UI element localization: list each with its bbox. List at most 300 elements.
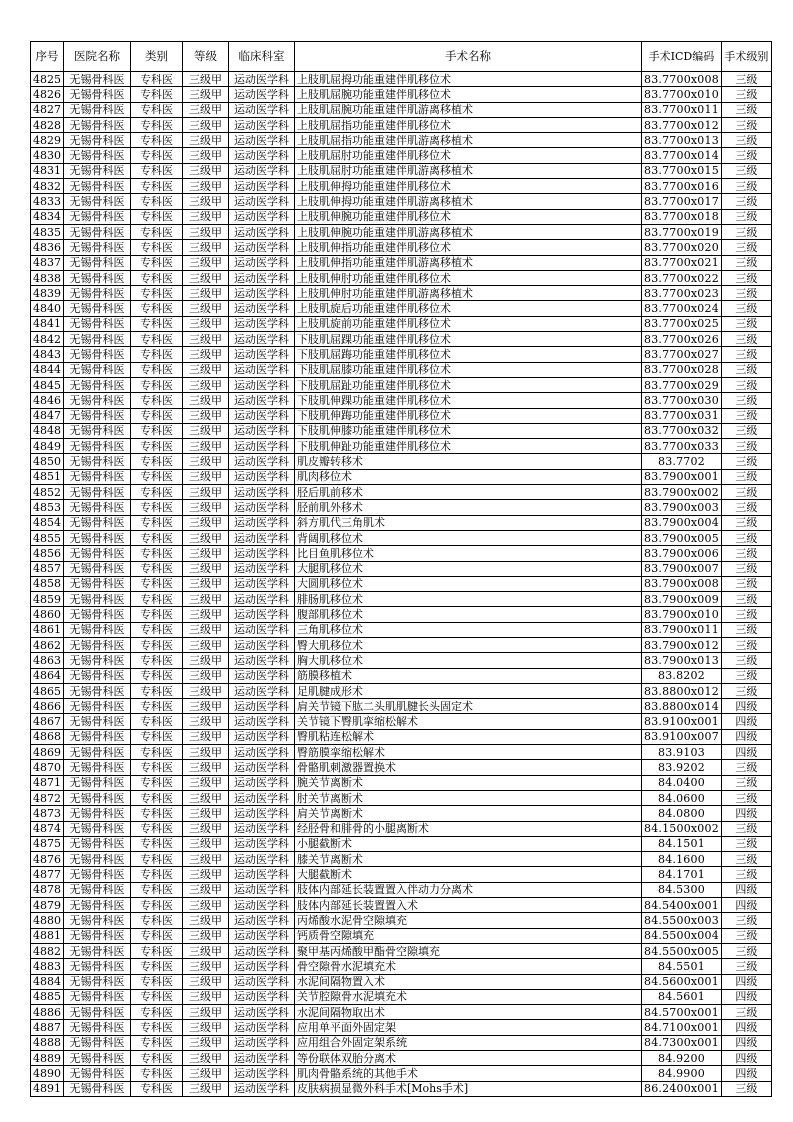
cell-icd: 83.7700x021 bbox=[642, 255, 722, 270]
cell-icd: 83.7700x010 bbox=[642, 87, 722, 102]
cell-surgery: 下肢肌屈踝功能重建伴肌移位术 bbox=[295, 332, 642, 347]
cell-dept: 运动医学科 bbox=[229, 836, 295, 851]
cell-grade: 三级甲 bbox=[183, 469, 229, 484]
cell-surgery: 下肢肌伸膝功能重建伴肌移位术 bbox=[295, 423, 642, 438]
cell-category: 专科医 bbox=[131, 179, 183, 194]
cell-icd: 83.7700x011 bbox=[642, 102, 722, 117]
cell-icd: 83.8800x012 bbox=[642, 683, 722, 698]
cell-surgery: 经胫骨和腓骨的小腿离断术 bbox=[295, 821, 642, 836]
cell-surgery: 上肢肌屈肘功能重建伴肌移位术 bbox=[295, 148, 642, 163]
table-row bbox=[31, 1005, 772, 1020]
table-row bbox=[31, 668, 772, 683]
cell-dept: 运动医学科 bbox=[229, 1035, 295, 1050]
table-row bbox=[31, 408, 772, 423]
table-body bbox=[31, 72, 772, 1097]
cell-grade: 三级甲 bbox=[183, 270, 229, 285]
cell-dept: 运动医学科 bbox=[229, 959, 295, 974]
cell-hospital: 无锡骨科医 bbox=[64, 821, 131, 836]
cell-seq: 4867 bbox=[31, 714, 64, 729]
cell-dept: 运动医学科 bbox=[229, 867, 295, 882]
cell-grade: 三级甲 bbox=[183, 179, 229, 194]
cell-icd: 83.7900x012 bbox=[642, 637, 722, 652]
cell-dept: 运动医学科 bbox=[229, 546, 295, 561]
cell-dept: 运动医学科 bbox=[229, 653, 295, 668]
cell-level: 三级 bbox=[721, 286, 771, 301]
cell-grade: 三级甲 bbox=[183, 1066, 229, 1081]
table-row bbox=[31, 255, 772, 270]
cell-surgery: 大腿肌移位术 bbox=[295, 561, 642, 576]
cell-hospital: 无锡骨科医 bbox=[64, 836, 131, 851]
cell-icd: 83.7900x010 bbox=[642, 607, 722, 622]
cell-dept: 运动医学科 bbox=[229, 87, 295, 102]
cell-level: 三级 bbox=[721, 362, 771, 377]
cell-dept: 运动医学科 bbox=[229, 668, 295, 683]
cell-hospital: 无锡骨科医 bbox=[64, 439, 131, 454]
cell-level: 三级 bbox=[721, 408, 771, 423]
cell-surgery: 小腿截断术 bbox=[295, 836, 642, 851]
cell-level: 三级 bbox=[721, 668, 771, 683]
cell-hospital: 无锡骨科医 bbox=[64, 347, 131, 362]
cell-dept: 运动医学科 bbox=[229, 133, 295, 148]
cell-grade: 三级甲 bbox=[183, 362, 229, 377]
table-row bbox=[31, 729, 772, 744]
cell-surgery: 腹部肌移位术 bbox=[295, 607, 642, 622]
cell-surgery: 足肌腱成形术 bbox=[295, 683, 642, 698]
table-row bbox=[31, 745, 772, 760]
cell-surgery: 胸大肌移位术 bbox=[295, 653, 642, 668]
cell-seq: 4845 bbox=[31, 377, 64, 392]
table-row bbox=[31, 423, 772, 438]
cell-hospital: 无锡骨科医 bbox=[64, 515, 131, 530]
cell-level: 四级 bbox=[721, 699, 771, 714]
cell-hospital: 无锡骨科医 bbox=[64, 301, 131, 316]
cell-icd: 83.7700x019 bbox=[642, 224, 722, 239]
cell-grade: 三级甲 bbox=[183, 959, 229, 974]
cell-hospital: 无锡骨科医 bbox=[64, 928, 131, 943]
cell-dept: 运动医学科 bbox=[229, 943, 295, 958]
table-row bbox=[31, 943, 772, 958]
cell-category: 专科医 bbox=[131, 806, 183, 821]
cell-surgery: 上肢肌伸腕功能重建伴肌移位术 bbox=[295, 209, 642, 224]
cell-surgery: 上肢肌伸指功能重建伴肌移位术 bbox=[295, 240, 642, 255]
cell-category: 专科医 bbox=[131, 882, 183, 897]
cell-category: 专科医 bbox=[131, 286, 183, 301]
cell-hospital: 无锡骨科医 bbox=[64, 668, 131, 683]
cell-hospital: 无锡骨科医 bbox=[64, 943, 131, 958]
cell-grade: 三级甲 bbox=[183, 653, 229, 668]
cell-icd: 84.5500x004 bbox=[642, 928, 722, 943]
cell-hospital: 无锡骨科医 bbox=[64, 959, 131, 974]
cell-grade: 三级甲 bbox=[183, 454, 229, 469]
cell-icd: 83.9103 bbox=[642, 745, 722, 760]
cell-surgery: 臀肌粘连松解术 bbox=[295, 729, 642, 744]
table-row bbox=[31, 959, 772, 974]
header-grade: 等级 bbox=[183, 42, 229, 72]
cell-hospital: 无锡骨科医 bbox=[64, 745, 131, 760]
cell-icd: 83.7700x017 bbox=[642, 194, 722, 209]
cell-level: 三级 bbox=[721, 87, 771, 102]
cell-category: 专科医 bbox=[131, 270, 183, 285]
cell-icd: 83.7900x003 bbox=[642, 500, 722, 515]
cell-hospital: 无锡骨科医 bbox=[64, 163, 131, 178]
cell-seq: 4848 bbox=[31, 423, 64, 438]
cell-grade: 三级甲 bbox=[183, 286, 229, 301]
cell-icd: 86.2400x001 bbox=[642, 1081, 722, 1096]
cell-icd: 84.9900 bbox=[642, 1066, 722, 1081]
cell-category: 专科医 bbox=[131, 133, 183, 148]
cell-surgery: 大圆肌移位术 bbox=[295, 576, 642, 591]
cell-category: 专科医 bbox=[131, 1051, 183, 1066]
cell-dept: 运动医学科 bbox=[229, 194, 295, 209]
cell-icd: 83.7900x011 bbox=[642, 622, 722, 637]
table-row bbox=[31, 760, 772, 775]
cell-level: 三级 bbox=[721, 377, 771, 392]
cell-grade: 三级甲 bbox=[183, 163, 229, 178]
cell-grade: 三级甲 bbox=[183, 377, 229, 392]
table-row bbox=[31, 286, 772, 301]
cell-hospital: 无锡骨科医 bbox=[64, 729, 131, 744]
cell-dept: 运动医学科 bbox=[229, 316, 295, 331]
cell-icd: 84.5601 bbox=[642, 989, 722, 1004]
cell-grade: 三级甲 bbox=[183, 209, 229, 224]
table-row bbox=[31, 270, 772, 285]
cell-level: 三级 bbox=[721, 240, 771, 255]
cell-surgery: 等份联体双胎分离术 bbox=[295, 1051, 642, 1066]
cell-category: 专科医 bbox=[131, 821, 183, 836]
cell-icd: 83.7700x031 bbox=[642, 408, 722, 423]
cell-grade: 三级甲 bbox=[183, 928, 229, 943]
table-row bbox=[31, 1066, 772, 1081]
cell-category: 专科医 bbox=[131, 255, 183, 270]
cell-level: 三级 bbox=[721, 347, 771, 362]
cell-icd: 84.0400 bbox=[642, 775, 722, 790]
cell-grade: 三级甲 bbox=[183, 699, 229, 714]
table-row bbox=[31, 209, 772, 224]
cell-dept: 运动医学科 bbox=[229, 530, 295, 545]
cell-surgery: 上肢肌屈拇功能重建伴肌移位术 bbox=[295, 72, 642, 87]
cell-dept: 运动医学科 bbox=[229, 301, 295, 316]
table-row bbox=[31, 102, 772, 117]
cell-dept: 运动医学科 bbox=[229, 163, 295, 178]
cell-icd: 83.7702 bbox=[642, 454, 722, 469]
cell-level: 三级 bbox=[721, 607, 771, 622]
cell-level: 三级 bbox=[721, 117, 771, 132]
cell-seq: 4872 bbox=[31, 790, 64, 805]
cell-surgery: 上肢肌屈腕功能重建伴肌游离移植术 bbox=[295, 102, 642, 117]
cell-dept: 运动医学科 bbox=[229, 1005, 295, 1020]
cell-level: 三级 bbox=[721, 1081, 771, 1096]
cell-category: 专科医 bbox=[131, 332, 183, 347]
cell-dept: 运动医学科 bbox=[229, 72, 295, 87]
header-category: 类别 bbox=[131, 42, 183, 72]
table-row bbox=[31, 133, 772, 148]
cell-dept: 运动医学科 bbox=[229, 332, 295, 347]
cell-icd: 84.5600x001 bbox=[642, 974, 722, 989]
cell-icd: 84.5500x003 bbox=[642, 913, 722, 928]
cell-level: 三级 bbox=[721, 821, 771, 836]
cell-level: 三级 bbox=[721, 913, 771, 928]
cell-grade: 三级甲 bbox=[183, 408, 229, 423]
cell-category: 专科医 bbox=[131, 515, 183, 530]
cell-seq: 4847 bbox=[31, 408, 64, 423]
cell-category: 专科医 bbox=[131, 653, 183, 668]
cell-level: 三级 bbox=[721, 790, 771, 805]
cell-level: 三级 bbox=[721, 332, 771, 347]
cell-icd: 83.7700x014 bbox=[642, 148, 722, 163]
cell-seq: 4885 bbox=[31, 989, 64, 1004]
cell-grade: 三级甲 bbox=[183, 898, 229, 913]
cell-surgery: 筋膜移植术 bbox=[295, 668, 642, 683]
cell-surgery: 下肢肌伸趾功能重建伴肌移位术 bbox=[295, 439, 642, 454]
cell-icd: 84.0600 bbox=[642, 790, 722, 805]
table-row bbox=[31, 240, 772, 255]
cell-icd: 83.7700x025 bbox=[642, 316, 722, 331]
cell-grade: 三级甲 bbox=[183, 867, 229, 882]
cell-seq: 4827 bbox=[31, 102, 64, 117]
cell-category: 专科医 bbox=[131, 622, 183, 637]
cell-surgery: 应用组合外固定架系统 bbox=[295, 1035, 642, 1050]
cell-dept: 运动医学科 bbox=[229, 240, 295, 255]
cell-dept: 运动医学科 bbox=[229, 454, 295, 469]
table-row bbox=[31, 362, 772, 377]
cell-level: 四级 bbox=[721, 745, 771, 760]
cell-seq: 4869 bbox=[31, 745, 64, 760]
table-row bbox=[31, 347, 772, 362]
cell-surgery: 腕关节离断术 bbox=[295, 775, 642, 790]
cell-seq: 4871 bbox=[31, 775, 64, 790]
table-row bbox=[31, 898, 772, 913]
cell-seq: 4859 bbox=[31, 592, 64, 607]
cell-hospital: 无锡骨科医 bbox=[64, 974, 131, 989]
cell-hospital: 无锡骨科医 bbox=[64, 362, 131, 377]
cell-surgery: 下肢肌屈踇功能重建伴肌移位术 bbox=[295, 347, 642, 362]
cell-icd: 83.7700x029 bbox=[642, 377, 722, 392]
cell-seq: 4829 bbox=[31, 133, 64, 148]
cell-icd: 83.7700x022 bbox=[642, 270, 722, 285]
cell-surgery: 臀筋膜挛缩松解术 bbox=[295, 745, 642, 760]
cell-grade: 三级甲 bbox=[183, 240, 229, 255]
cell-icd: 83.7900x008 bbox=[642, 576, 722, 591]
cell-seq: 4844 bbox=[31, 362, 64, 377]
cell-dept: 运动医学科 bbox=[229, 347, 295, 362]
cell-category: 专科医 bbox=[131, 224, 183, 239]
cell-seq: 4856 bbox=[31, 546, 64, 561]
table-row bbox=[31, 454, 772, 469]
cell-level: 三级 bbox=[721, 775, 771, 790]
cell-surgery: 三角肌移位术 bbox=[295, 622, 642, 637]
cell-category: 专科医 bbox=[131, 928, 183, 943]
cell-seq: 4886 bbox=[31, 1005, 64, 1020]
table-row bbox=[31, 714, 772, 729]
cell-level: 三级 bbox=[721, 1005, 771, 1020]
cell-category: 专科医 bbox=[131, 974, 183, 989]
cell-icd: 84.5501 bbox=[642, 959, 722, 974]
cell-category: 专科医 bbox=[131, 408, 183, 423]
cell-category: 专科医 bbox=[131, 1066, 183, 1081]
table-row bbox=[31, 194, 772, 209]
cell-level: 四级 bbox=[721, 882, 771, 897]
cell-grade: 三级甲 bbox=[183, 224, 229, 239]
cell-grade: 三级甲 bbox=[183, 148, 229, 163]
table-row bbox=[31, 653, 772, 668]
cell-surgery: 下肢肌伸踇功能重建伴肌移位术 bbox=[295, 408, 642, 423]
cell-dept: 运动医学科 bbox=[229, 699, 295, 714]
cell-icd: 83.7700x013 bbox=[642, 133, 722, 148]
cell-surgery: 上肢肌屈肘功能重建伴肌游离移植术 bbox=[295, 163, 642, 178]
cell-category: 专科医 bbox=[131, 714, 183, 729]
cell-grade: 三级甲 bbox=[183, 668, 229, 683]
cell-dept: 运动医学科 bbox=[229, 607, 295, 622]
cell-seq: 4853 bbox=[31, 500, 64, 515]
cell-surgery: 上肢肌伸肘功能重建伴肌游离移植术 bbox=[295, 286, 642, 301]
cell-category: 专科医 bbox=[131, 576, 183, 591]
cell-icd: 83.7900x006 bbox=[642, 546, 722, 561]
cell-level: 三级 bbox=[721, 622, 771, 637]
table-row bbox=[31, 821, 772, 836]
cell-hospital: 无锡骨科医 bbox=[64, 1051, 131, 1066]
cell-level: 三级 bbox=[721, 148, 771, 163]
cell-hospital: 无锡骨科医 bbox=[64, 72, 131, 87]
cell-hospital: 无锡骨科医 bbox=[64, 1020, 131, 1035]
table-row bbox=[31, 316, 772, 331]
table-row bbox=[31, 515, 772, 530]
cell-level: 三级 bbox=[721, 760, 771, 775]
cell-surgery: 上肢肌屈指功能重建伴肌游离移植术 bbox=[295, 133, 642, 148]
cell-grade: 三级甲 bbox=[183, 745, 229, 760]
cell-dept: 运动医学科 bbox=[229, 1081, 295, 1096]
cell-level: 三级 bbox=[721, 72, 771, 87]
table-row bbox=[31, 1051, 772, 1066]
table-row bbox=[31, 974, 772, 989]
cell-seq: 4880 bbox=[31, 913, 64, 928]
cell-seq: 4875 bbox=[31, 836, 64, 851]
cell-level: 三级 bbox=[721, 194, 771, 209]
cell-seq: 4888 bbox=[31, 1035, 64, 1050]
cell-hospital: 无锡骨科医 bbox=[64, 270, 131, 285]
cell-category: 专科医 bbox=[131, 592, 183, 607]
cell-seq: 4878 bbox=[31, 882, 64, 897]
cell-icd: 83.7700x033 bbox=[642, 439, 722, 454]
cell-hospital: 无锡骨科医 bbox=[64, 224, 131, 239]
cell-grade: 三级甲 bbox=[183, 439, 229, 454]
cell-seq: 4834 bbox=[31, 209, 64, 224]
cell-hospital: 无锡骨科医 bbox=[64, 500, 131, 515]
cell-hospital: 无锡骨科医 bbox=[64, 760, 131, 775]
table-row bbox=[31, 806, 772, 821]
cell-hospital: 无锡骨科医 bbox=[64, 255, 131, 270]
table-row bbox=[31, 439, 772, 454]
cell-icd: 83.7700x016 bbox=[642, 179, 722, 194]
cell-category: 专科医 bbox=[131, 454, 183, 469]
cell-icd: 83.7900x007 bbox=[642, 561, 722, 576]
cell-dept: 运动医学科 bbox=[229, 898, 295, 913]
cell-seq: 4884 bbox=[31, 974, 64, 989]
cell-grade: 三级甲 bbox=[183, 87, 229, 102]
cell-grade: 三级甲 bbox=[183, 974, 229, 989]
cell-category: 专科医 bbox=[131, 393, 183, 408]
cell-grade: 三级甲 bbox=[183, 530, 229, 545]
cell-surgery: 骨空隙骨水泥填充术 bbox=[295, 959, 642, 974]
cell-icd: 83.7900x001 bbox=[642, 469, 722, 484]
cell-icd: 83.7900x002 bbox=[642, 485, 722, 500]
cell-surgery: 关节镜下臀肌挛缩松解术 bbox=[295, 714, 642, 729]
cell-dept: 运动医学科 bbox=[229, 270, 295, 285]
cell-hospital: 无锡骨科医 bbox=[64, 561, 131, 576]
cell-hospital: 无锡骨科医 bbox=[64, 485, 131, 500]
cell-icd: 83.7700x028 bbox=[642, 362, 722, 377]
cell-icd: 84.5500x005 bbox=[642, 943, 722, 958]
cell-seq: 4854 bbox=[31, 515, 64, 530]
cell-seq: 4883 bbox=[31, 959, 64, 974]
cell-dept: 运动医学科 bbox=[229, 393, 295, 408]
cell-icd: 83.7700x026 bbox=[642, 332, 722, 347]
table-row bbox=[31, 775, 772, 790]
cell-hospital: 无锡骨科医 bbox=[64, 332, 131, 347]
cell-seq: 4870 bbox=[31, 760, 64, 775]
cell-level: 三级 bbox=[721, 224, 771, 239]
cell-grade: 三级甲 bbox=[183, 714, 229, 729]
cell-seq: 4857 bbox=[31, 561, 64, 576]
cell-icd: 83.8800x014 bbox=[642, 699, 722, 714]
cell-category: 专科医 bbox=[131, 439, 183, 454]
cell-surgery: 下肢肌屈膝功能重建伴肌移位术 bbox=[295, 362, 642, 377]
cell-dept: 运动医学科 bbox=[229, 576, 295, 591]
cell-category: 专科医 bbox=[131, 102, 183, 117]
cell-seq: 4843 bbox=[31, 347, 64, 362]
cell-level: 三级 bbox=[721, 546, 771, 561]
header-surgery: 手术名称 bbox=[295, 42, 642, 72]
table-row bbox=[31, 576, 772, 591]
table-row bbox=[31, 882, 772, 897]
cell-grade: 三级甲 bbox=[183, 546, 229, 561]
cell-hospital: 无锡骨科医 bbox=[64, 240, 131, 255]
cell-seq: 4887 bbox=[31, 1020, 64, 1035]
cell-surgery: 上肢肌伸拇功能重建伴肌游离移植术 bbox=[295, 194, 642, 209]
cell-surgery: 膝关节离断术 bbox=[295, 852, 642, 867]
table-row bbox=[31, 561, 772, 576]
cell-category: 专科医 bbox=[131, 301, 183, 316]
cell-category: 专科医 bbox=[131, 607, 183, 622]
cell-surgery: 应用单平面外固定架 bbox=[295, 1020, 642, 1035]
cell-hospital: 无锡骨科医 bbox=[64, 607, 131, 622]
cell-level: 三级 bbox=[721, 179, 771, 194]
cell-hospital: 无锡骨科医 bbox=[64, 316, 131, 331]
table-row bbox=[31, 332, 772, 347]
cell-icd: 84.1500x002 bbox=[642, 821, 722, 836]
cell-dept: 运动医学科 bbox=[229, 760, 295, 775]
cell-hospital: 无锡骨科医 bbox=[64, 179, 131, 194]
cell-seq: 4881 bbox=[31, 928, 64, 943]
cell-category: 专科医 bbox=[131, 362, 183, 377]
cell-grade: 三级甲 bbox=[183, 729, 229, 744]
cell-seq: 4866 bbox=[31, 699, 64, 714]
cell-dept: 运动医学科 bbox=[229, 1020, 295, 1035]
cell-dept: 运动医学科 bbox=[229, 286, 295, 301]
cell-category: 专科医 bbox=[131, 913, 183, 928]
cell-level: 四级 bbox=[721, 974, 771, 989]
cell-level: 三级 bbox=[721, 485, 771, 500]
table-row bbox=[31, 989, 772, 1004]
surgery-table bbox=[30, 41, 772, 1097]
table-row bbox=[31, 469, 772, 484]
cell-hospital: 无锡骨科医 bbox=[64, 133, 131, 148]
cell-grade: 三级甲 bbox=[183, 607, 229, 622]
cell-surgery: 肌皮瓣转移术 bbox=[295, 454, 642, 469]
cell-surgery: 骨骼肌刺激器置换术 bbox=[295, 760, 642, 775]
cell-grade: 三级甲 bbox=[183, 637, 229, 652]
table-row bbox=[31, 790, 772, 805]
cell-seq: 4850 bbox=[31, 454, 64, 469]
